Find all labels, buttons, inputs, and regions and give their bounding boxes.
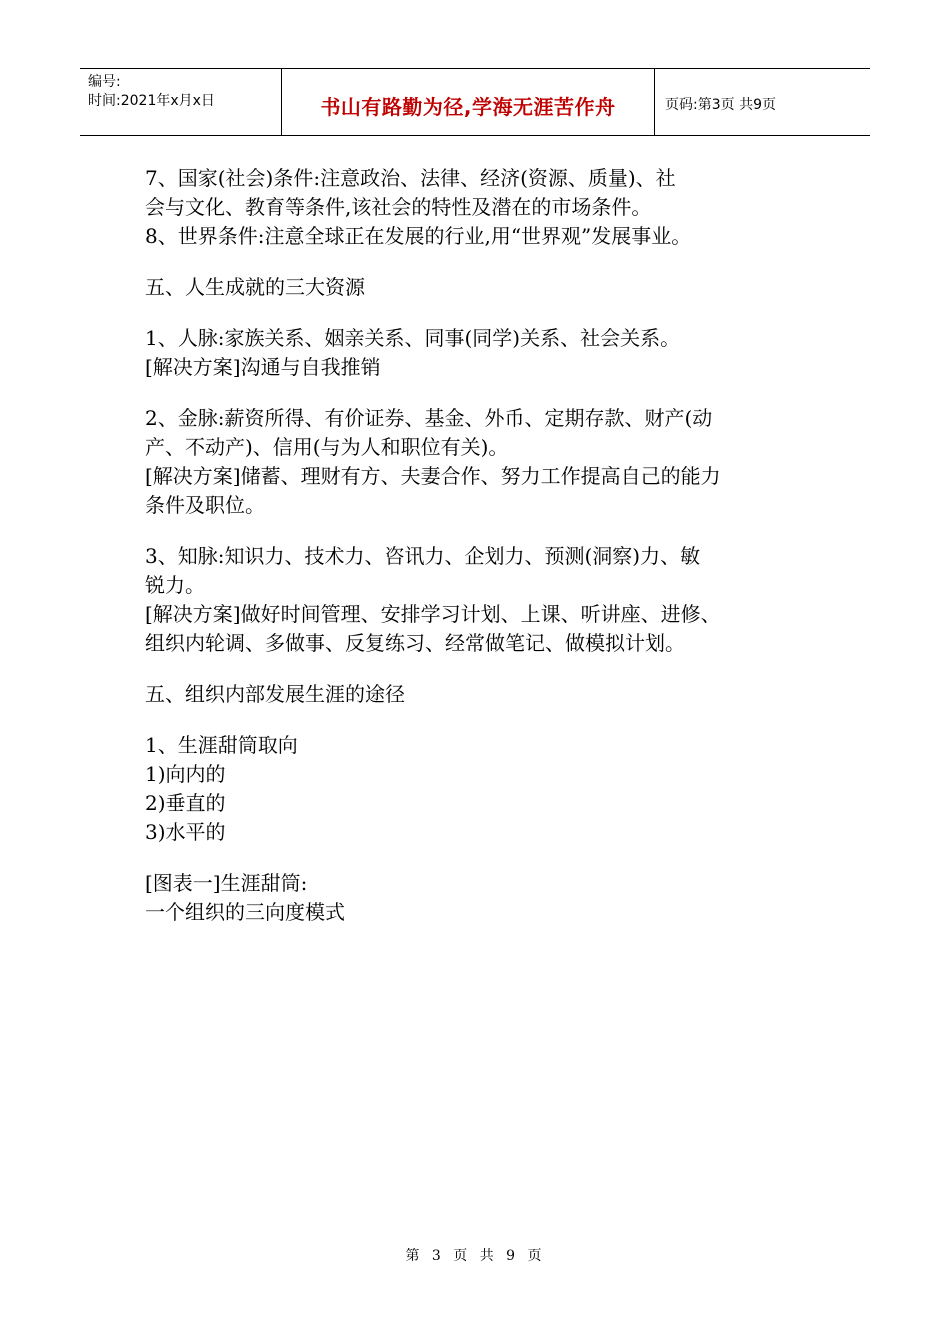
paragraph-line: [解决方案]做好时间管理、安排学习计划、上课、听讲座、进修、 <box>145 602 721 626</box>
section-heading: 五、人生成就的三大资源 <box>145 275 365 299</box>
header-page-info: 页码:第3页 共9页 <box>665 97 776 113</box>
list-item: 1)向内的 <box>145 762 226 786</box>
paragraph-line: 2、金脉:薪资所得、有价证券、基金、外币、定期存款、财产(动 <box>145 406 713 430</box>
header-motto-cell <box>282 69 655 135</box>
list-item: 3)水平的 <box>145 820 226 844</box>
paragraph-line: 1、人脉:家族关系、姻亲关系、同事(同学)关系、社会关系。 <box>145 326 681 350</box>
section-heading: 五、组织内部发展生涯的途径 <box>145 682 405 706</box>
paragraph-line: 锐力。 <box>145 573 205 597</box>
header-motto: 书山有路勤为径,学海无涯苦作舟 <box>320 94 616 119</box>
paragraph-line: 1、生涯甜筒取向 <box>145 733 298 757</box>
document-number-label: 编号: <box>88 74 121 90</box>
paragraph-line: 7、国家(社会)条件:注意政治、法律、经济(资源、质量)、社 <box>145 166 676 190</box>
paragraph-line: 产、不动产)、信用(与为人和职位有关)。 <box>145 435 509 459</box>
paragraph-line: 组织内轮调、多做事、反复练习、经常做笔记、做模拟计划。 <box>145 631 685 655</box>
figure-caption: [图表一]生涯甜筒: <box>145 871 308 895</box>
document-time-label: 时间:2021年x月x日 <box>88 93 215 109</box>
figure-caption: 一个组织的三向度模式 <box>145 900 345 924</box>
list-item: 2)垂直的 <box>145 791 226 815</box>
paragraph-line: 条件及职位。 <box>145 493 265 517</box>
paragraph-line: 8、世界条件:注意全球正在发展的行业,用“世界观”发展事业。 <box>145 224 692 248</box>
page-header <box>80 68 870 136</box>
page-footer: 第 3 页 共 9 页 <box>405 1248 545 1264</box>
paragraph-line: 会与文化、教育等条件,该社会的特性及潜在的市场条件。 <box>145 195 652 219</box>
document-body <box>145 164 815 927</box>
paragraph-line: [解决方案]储蓄、理财有方、夫妻合作、努力工作提高自己的能力 <box>145 464 721 488</box>
paragraph-line: [解决方案]沟通与自我推销 <box>145 355 381 379</box>
paragraph-line: 3、知脉:知识力、技术力、咨讯力、企划力、预测(洞察)力、敏 <box>145 544 701 568</box>
header-meta <box>80 69 282 135</box>
